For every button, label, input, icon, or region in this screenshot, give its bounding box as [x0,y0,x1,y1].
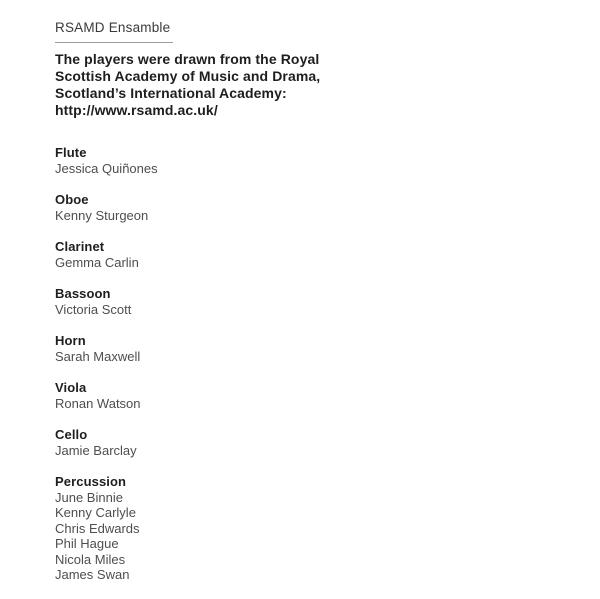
section-viola [55,380,560,411]
member-name: June Binnie [55,489,123,505]
member-name: Kenny Carlyle [55,505,136,520]
instrument-heading: Cello [55,427,88,442]
section-flute [55,145,560,176]
member-name: Jamie Barclay [55,442,137,458]
member-name: Ronan Watson [55,395,141,411]
website-url: http://www.rsamd.ac.uk/ [55,102,218,118]
intro-line-3: Scotland’s International Academy: [55,85,287,101]
member-name: Chris Edwards [55,520,140,536]
instrument-heading: Bassoon [55,286,111,301]
instrument-heading: Oboe [55,192,89,207]
section-oboe [55,192,560,223]
member-name: Victoria Scott [55,301,132,317]
intro-line-2: Scottish Academy of Music and Drama, [55,68,321,84]
section-bassoon [55,286,560,317]
section-percussion [55,474,560,583]
intro-paragraph [55,51,560,119]
member-name: Sarah Maxwell [55,348,141,364]
title-divider [55,42,173,43]
instrument-heading: Horn [55,333,86,348]
member-name: Kenny Sturgeon [55,207,149,223]
section-cello [55,427,560,458]
member-name: Gemma Carlin [55,254,139,270]
member-name: Nicola Miles [55,551,126,567]
intro-line-1: The players were drawn from the Royal [55,51,320,67]
member-name: James Swan [55,567,130,582]
instrument-heading: Percussion [55,474,127,489]
section-clarinet [55,239,560,270]
instrument-heading: Viola [55,380,87,395]
section-horn [55,333,560,364]
page-title: RSAMD Ensamble [55,20,171,35]
ensemble-list [55,145,560,583]
instrument-heading: Flute [55,145,87,160]
member-name: Phil Hague [55,536,119,551]
member-name: Jessica Quiñones [55,160,158,176]
instrument-heading: Clarinet [55,239,105,254]
